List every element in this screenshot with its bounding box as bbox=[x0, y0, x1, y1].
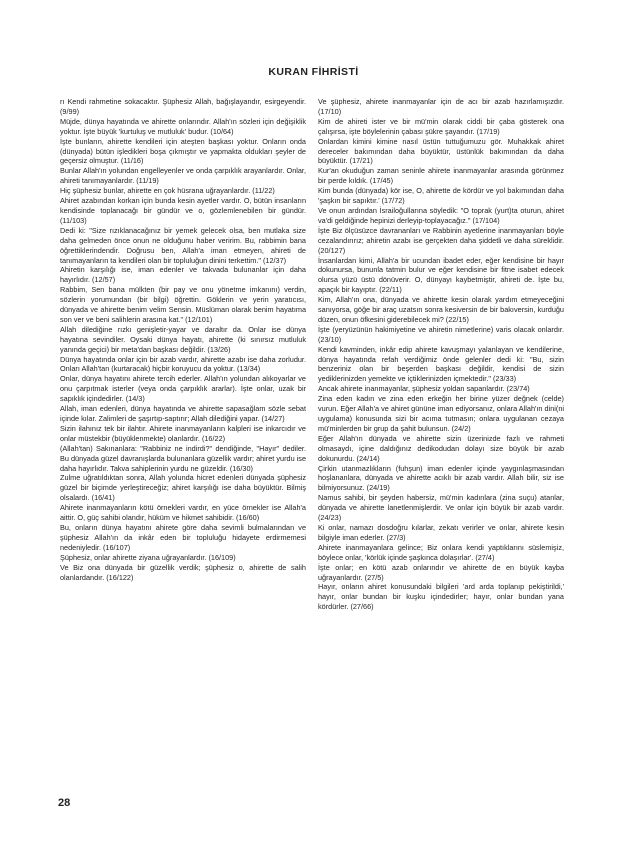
paragraph: Eğer Allah'ın dünyada ve ahirette sizin üzerinizde fazlı ve rahmeti olmasaydı, içine daldığınız dedikodudan dolayı size büyük bir azab dokunurdu. (24/14) bbox=[318, 433, 564, 463]
paragraph: İşte bunların, ahirette kendileri için ateşten başkası yoktur. Onların onda (dünyada) bütün işledikleri boşa çıkmıştır ve yapmakta oldukları şeyler de geçersiz olmuştur. (11/16) bbox=[60, 136, 306, 166]
paragraph: Hayır, onların ahiret konusundaki bilgileri 'ard arda toplanıp pekiştirildi,' hayır, onlar bundan bir kuşku içindedirler; hayır, onlar bundan yana kördürler. (27/66) bbox=[318, 582, 564, 612]
paragraph: Bu, onların dünya hayatını ahirete göre daha sevimli bulmalarından ve şüphesiz Allah'ın da inkâr eden bir topluluğu hidayete erdirmemesi nedeniyledir. (16/107) bbox=[60, 522, 306, 552]
page-number: 28 bbox=[58, 797, 71, 809]
paragraph: Müjde, dünya hayatında ve ahirette onlarındır. Allah'ın sözleri için değişiklik yoktur. İşte büyük 'kurtuluş ve mutluluk' budur. (10/64) bbox=[60, 116, 306, 136]
paragraph: Dünya hayatında onlar için bir azab vardır, ahirette azabı ise daha zorludur. Onları Allah'tan (kurtaracak) hiçbir koruyucu da yoktur. (13/34) bbox=[60, 354, 306, 374]
paragraph: Ahiret azabından korkan için bunda kesin ayetler vardır. O, bütün insanların kendisinde toplanacağı bir gündür ve o, gözlemlenebilen bir gündür. (11/103) bbox=[60, 196, 306, 225]
page-header-title: KURAN FİHRİSTİ bbox=[268, 66, 359, 78]
paragraph: İnsanlardan kimi, Allah'a bir ucundan ibadet eder, eğer kendisine bir hayır dokunursa, bununla tatmin bulur ve eğer kendisine bir fitne isabet edecek olursa yüzü üstü dönüverir. O, dünyayı kaybetmiştir, ahireti de. İşte bu, apaçık bir kayıptır. (22/11) bbox=[318, 255, 564, 295]
paragraph: Zina eden kadın ve zina eden erkeğin her birine yüzer değnek (celde) vurun. Eğer Allah'a ve ahiret gününe iman ediyorsanız, onlara Allah'ın dini(ni uygulama) konusunda sizi bir acıma tutmasın; onlara uygulanan cezaya mü'minlerden bir grup da şahit bulunsun. (24/2) bbox=[318, 394, 564, 433]
paragraph: Ve onun ardından İsrailoğullarına söyledik: "O toprak (yurt)ta oturun, ahiret va'di geldiğinde hepinizi derleyip-toplayacağız." (17/104) bbox=[318, 205, 564, 225]
paragraph: Bunlar Allah'ın yolundan engelleyenler ve onda çarpıklık arayanlardır. Onlar, ahireti tanımayanlardır. (11/19) bbox=[60, 166, 306, 186]
paragraph: Allah, iman edenleri, dünya hayatında ve ahirette sapasağlam sözle sebat içinde kılar. Zalimleri de şaşırtıp-saptırır; Allah dilediğini yapar. (14/27) bbox=[60, 404, 306, 423]
paragraph: Kim de ahireti ister ve bir mü'min olarak ciddi bir çaba gösterek ona çalışırsa, işte böylelerinin çabası şükre şayandır. (17/19) bbox=[318, 116, 564, 136]
paragraph: Ki onlar, namazı dosdoğru kılarlar, zekatı verirler ve onlar, ahirete kesin bilgiyle iman ederler. (27/3) bbox=[318, 522, 564, 542]
paragraph: Rabbim, Sen bana mülkten (bir pay ve onu yönetme imkanını) verdin, sözlerin yorumundan (bir bilgi) öğrettin. Göklerin ve yerin yaratıcısı, dünyada ve ahirette benim velim Sensin. Müslüman olarak benim hayatıma son ver ve beni salihlerin arasına kat." (12/101) bbox=[60, 285, 306, 324]
paragraph: Ahirete inanmayanların kötü örnekleri vardır, en yüce örnekler ise Allah'a aittir. O, güç sahibi olandır, hüküm ve hikmet sahibidir. (16/60) bbox=[60, 503, 306, 523]
paragraph: Kim bunda (dünyada) kör ise, O, ahirette de kördür ve yol bakımından daha 'şaşkın bir sapıktır.' (17/72) bbox=[318, 186, 564, 206]
paragraph: Kur'an okuduğun zaman seninle ahirete inanmayanlar arasında görünmez bir perde kıldık. (17/45) bbox=[318, 166, 564, 186]
paragraph: Kim, Allah'ın ona, dünyada ve ahirette kesin olarak yardım etmeyeceğini sanıyorsa, göğe bir araç uzatsın sonra kesiversin de bir bakıversin, kurduğu düzen, onun öfkesini giderebilecek mi? (22/15) bbox=[318, 295, 564, 324]
paragraph: Dedi ki: "Size rızıklanacağınız bir yemek gelecek olsa, ben mutlaka size daha gelmeden önce onun ne olduğunu haber veririm. Bu, rabbimin bana öğrettiklerindendir. Doğrusu ben, Allah'a iman etmeyen, ahireti de tanımayanların ta kendileri olan bir topluluğun dinini terkettim." (12/37) bbox=[60, 225, 306, 265]
paragraph: Allah dilediğine rızkı genişletir-yayar ve daraltır da. Onlar ise dünya hayatına sevindiler. Oysaki dünya hayatı, ahirette (ki sınırsız mutluluk yanında geçici) bir meta'dan başkası değildir. (13/26) bbox=[60, 324, 306, 354]
paragraph: İşte (yeryüzünün hakimiyetine ve ahiretin nimetlerine) varis olacak onlardır. (23/10) bbox=[318, 324, 564, 344]
paragraph: Sizin ilahınız tek bir ilahtır. Ahirete inanmayanların kalpleri ise inkarcıdır ve onlar müstekbir (büyüklenmekte) olanlardır. (16/22) bbox=[60, 423, 306, 443]
paragraph: Ahiretin karşılığı ise, iman edenler ve takvada bulunanlar için daha hayırlıdır. (12/57) bbox=[60, 265, 306, 285]
paragraph: rı Kendi rahmetine sokacaktır. Şüphesiz Allah, bağışlayandır, esirgeyendir. (9/99) bbox=[60, 97, 306, 116]
paragraph: Ahirete inanmayanlara gelince; Biz onlara kendi yaptıklarını süslemişiz, böylece onlar, 'körlük içinde şaşkınca dolaşırlar'. (27/4) bbox=[318, 542, 564, 562]
right-column bbox=[318, 97, 564, 612]
paragraph: Onlar, dünya hayatını ahirete tercih ederler. Allah'ın yolundan alıkoyarlar ve onu çarpıtmak isterler (veya onda çarpıklık ararlar). İşte onlar, uzak bir sapıklık içindedirler. (14/3) bbox=[60, 374, 306, 404]
paragraph: Ve Biz ona dünyada bir güzellik verdik; şüphesiz o, ahirette de salih olanlardandır. (16/122) bbox=[60, 562, 306, 582]
paragraph: Çirkin utanmazlıkların (fuhşun) iman edenler içinde yaygınlaşmasından hoşlananlara, dünyada ve ahirette acıklı bir azab vardır. Allah bilir, siz ise bilmiyorsunuz. (24/19) bbox=[318, 463, 564, 493]
paragraph: (Allah'tan) Sakınanlara: "Rabbiniz ne indirdi?" dendiğinde, "Hayır" dediler. Bu dünyada güzel davranışlarda bulunanlara güzellik vardır; ahiret yurdu ise daha hayırlıdır. Takva sahiplerinin yurdu ne güzeldir. (16/30) bbox=[60, 443, 306, 473]
paragraph: İşte Biz ölçüsüzce davrananları ve Rabbinin ayetlerine inanmayanları böyle cezalandırırız; ahiretin azabı ise gerçekten daha şiddetli ve daha süreklidir. (20/127) bbox=[318, 225, 564, 255]
paragraph: İşte onlar; en kötü azab onlarındır ve ahirette de en büyük kayba uğrayanlardır. (27/5) bbox=[318, 562, 564, 582]
paragraph: Şüphesiz, onlar ahirette ziyana uğrayanlardır. (16/109) bbox=[60, 552, 236, 562]
paragraph: Namus sahibi, bir şeyden habersiz, mü'min kadınlara (zina suçu) atanlar, dünyada ve ahirette lanetlenmişlerdir. Ve onlar için büyük bir azab vardır. (24/23) bbox=[318, 493, 564, 523]
paragraph: Zulme uğratıldıktan sonra, Allah yolunda hicret edenleri dünyada şüphesiz güzel bir biçimde yerleştireceğiz; ahiret karşılığı ise daha büyüktür. Bilmiş olsalardı. (16/41) bbox=[60, 473, 306, 503]
paragraph: Ancak ahirete inanmayanlar, şüphesiz yoldan sapanlardır. (23/74) bbox=[318, 384, 530, 394]
paragraph: Onlardan kimini kimine nasıl üstün tuttuğumuzu gör. Muhakkak ahiret dereceler bakımından daha büyüktür, üstünlük bakımından da daha büyüktür. (17/21) bbox=[318, 136, 564, 166]
paragraph: Ve şüphesiz, ahirete inanmayanlar için de acı bir azab hazırlamışızdır. (17/10) bbox=[318, 97, 564, 116]
left-column bbox=[60, 97, 306, 582]
paragraph: Kendi kavminden, inkâr edip ahirete kavuşmayı yalanlayan ve kendilerine, dünya hayatında refah verdiğimiz önde gelenler dedi ki: "Bu, sizin benzeriniz olan bir beşerden başkası değildir, kendisi de sizin yediklerinizden yemekte ve içtiklerinizden içmektedir." (23/33) bbox=[318, 344, 564, 384]
paragraph: Hiç şüphesiz bunlar, ahirette en çok hüsrana uğrayanlardır. (11/22) bbox=[60, 186, 275, 196]
